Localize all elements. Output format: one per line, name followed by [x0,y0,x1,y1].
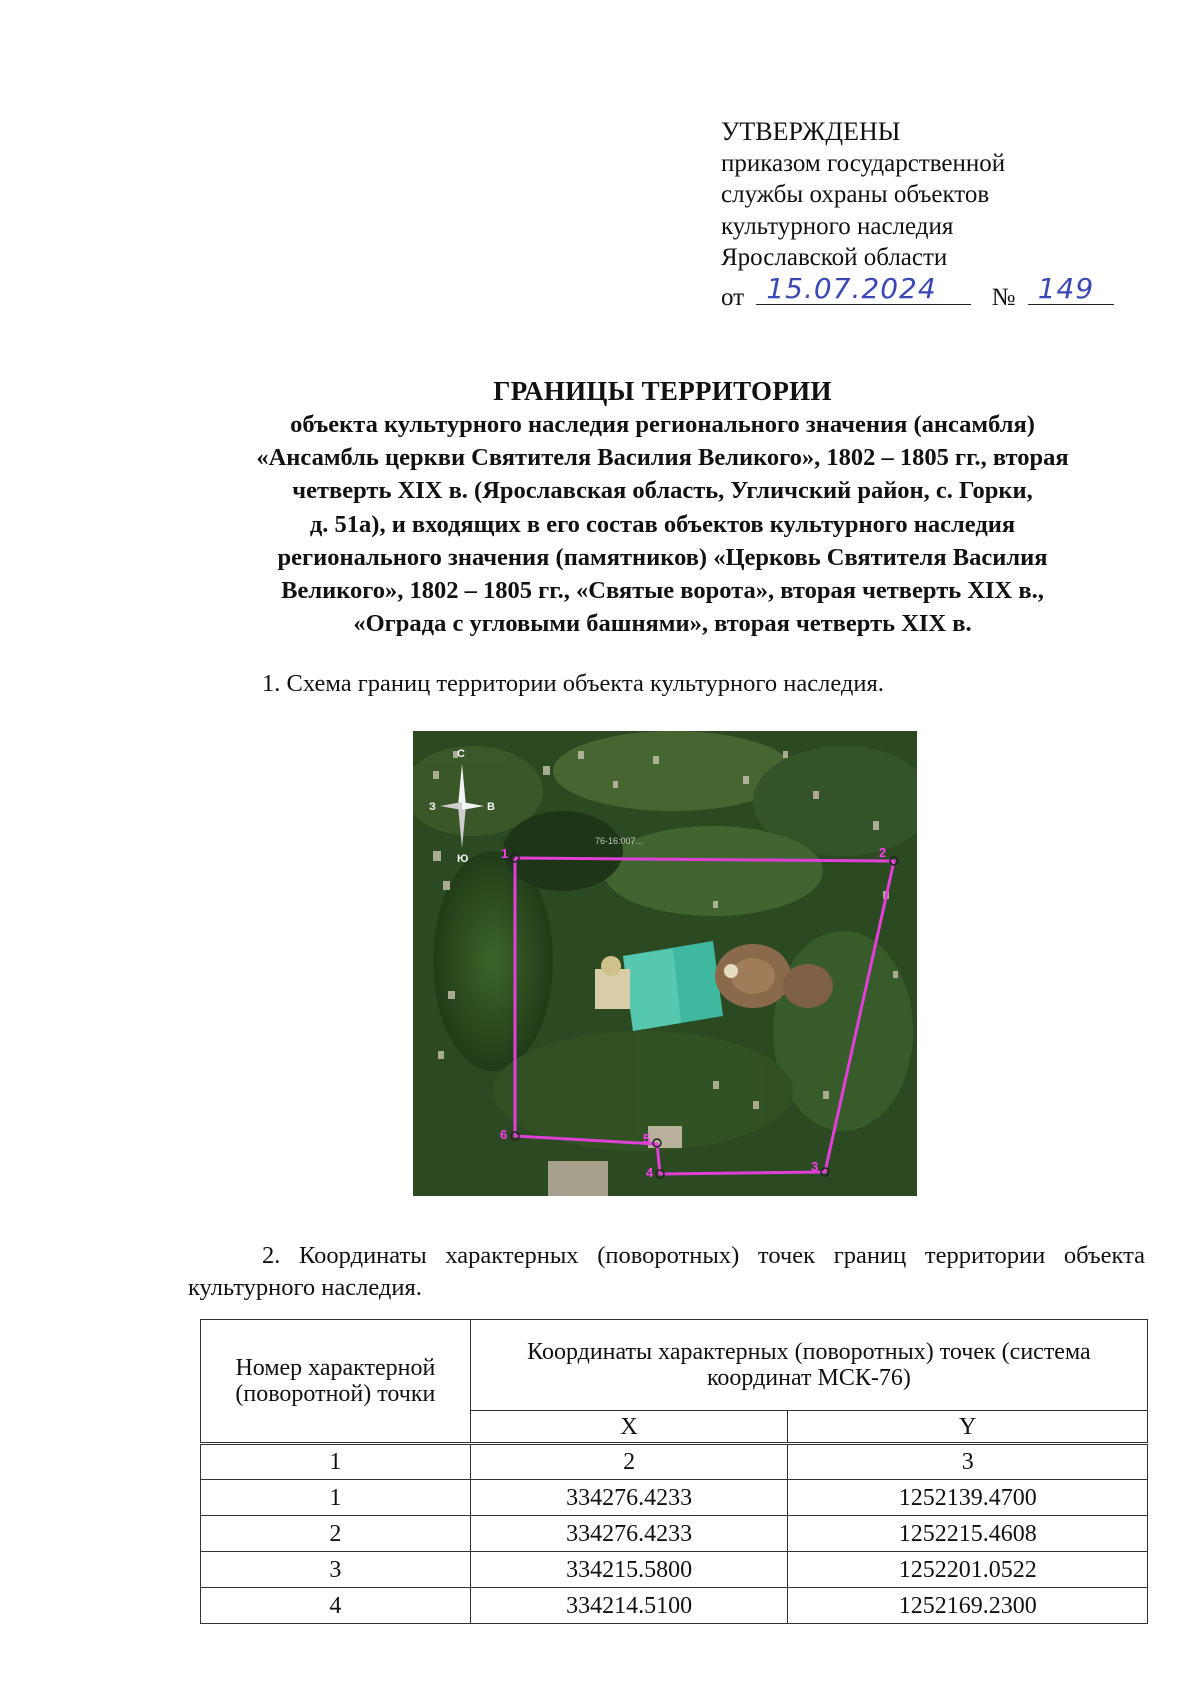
compass-south: Ю [457,853,469,865]
table-cell: 2 [470,1444,788,1480]
handwritten-number: 149 [1037,272,1095,306]
table-cell: 1252215.4608 [788,1516,1148,1552]
section-2-heading: 2. Координаты характерных (поворотных) точек границ территории объекта культурного наследия. [188,1242,1145,1301]
map-point-label: 5 [643,1131,651,1146]
table-cell: 3 [201,1552,471,1588]
header-coordinates: Координаты характерных (поворотных) точек (система координат МСК-76) [470,1320,1147,1411]
satellite-image [413,731,917,1196]
table-cell: 334214.5100 [470,1588,788,1624]
table-cell: 334276.4233 [470,1516,788,1552]
cadastral-label: 76-16:007... [595,836,644,846]
table-index-row [201,1444,1148,1480]
title-line: четверть XIX в. (Ярославская область, Угличский район, с. Горки, [292,477,1033,505]
header-y: Y [788,1411,1148,1444]
title-line: объекта культурного наследия регионального значения (ансамбля) [290,411,1035,438]
map-point-label: 2 [879,845,887,860]
approval-heading: УТВЕРЖДЕНЫ [721,117,901,146]
header-x: X [470,1411,788,1444]
table-cell: 334215.5800 [470,1552,788,1588]
table-cell: 1 [201,1480,471,1516]
title-line: Великого», 1802 – 1805 гг., «Святые ворота», вторая четверть XIX в., [281,577,1044,605]
date-prefix: от [721,283,745,311]
title-line: «Ограда с угловыми башнями», вторая четверть XIX в. [353,610,972,638]
boundary-map [413,731,917,1196]
table-row [201,1552,1148,1588]
table-cell: 2 [201,1516,471,1552]
document-title [170,374,1155,640]
map-point-label: 6 [500,1127,508,1142]
table-row [201,1516,1148,1552]
title-line: регионального значения (памятников) «Церковь Святителя Василия [277,543,1048,571]
header-point-number: Номер характерной (поворотной) точки [201,1320,471,1444]
approval-line: службы охраны объектов [721,181,990,209]
title-description [170,408,1155,640]
number-prefix: № [991,283,1016,311]
date-field [756,274,971,305]
coordinates-table [200,1319,1148,1624]
compass-north: С [457,748,465,760]
map-point-label: 1 [501,846,509,861]
compass-west: З [429,801,436,813]
table-cell: 4 [201,1588,471,1624]
approval-line: Ярославской области [721,244,948,272]
approval-line: приказом государственной [721,149,1006,177]
table-cell: 1 [201,1444,471,1480]
table-cell: 334276.4233 [470,1480,788,1516]
title-line: «Ансамбль церкви Святителя Василия Великого», 1802 – 1805 гг., вторая [256,444,1069,472]
approval-date-row [721,274,1141,314]
map-point-label: 3 [811,1159,819,1174]
section-1-heading: 1. Схема границ территории объекта культурного наследия. [262,670,884,697]
table-row [201,1480,1148,1516]
number-field [1028,274,1114,305]
table-cell: 3 [788,1444,1148,1480]
map-point-label: 4 [646,1165,654,1180]
table-cell: 1252169.2300 [788,1588,1148,1624]
table-cell: 1252201.0522 [788,1552,1148,1588]
approval-block [721,116,1141,314]
table-cell: 1252139.4700 [788,1480,1148,1516]
handwritten-date: 15.07.2024 [766,272,937,306]
title-main: ГРАНИЦЫ ТЕРРИТОРИИ [493,376,832,406]
compass-east: В [487,801,495,813]
title-line: д. 51а), и входящих в его состав объектов культурного наследия [309,510,1016,538]
approval-line: культурного наследия [721,212,954,240]
table-row [201,1588,1148,1624]
